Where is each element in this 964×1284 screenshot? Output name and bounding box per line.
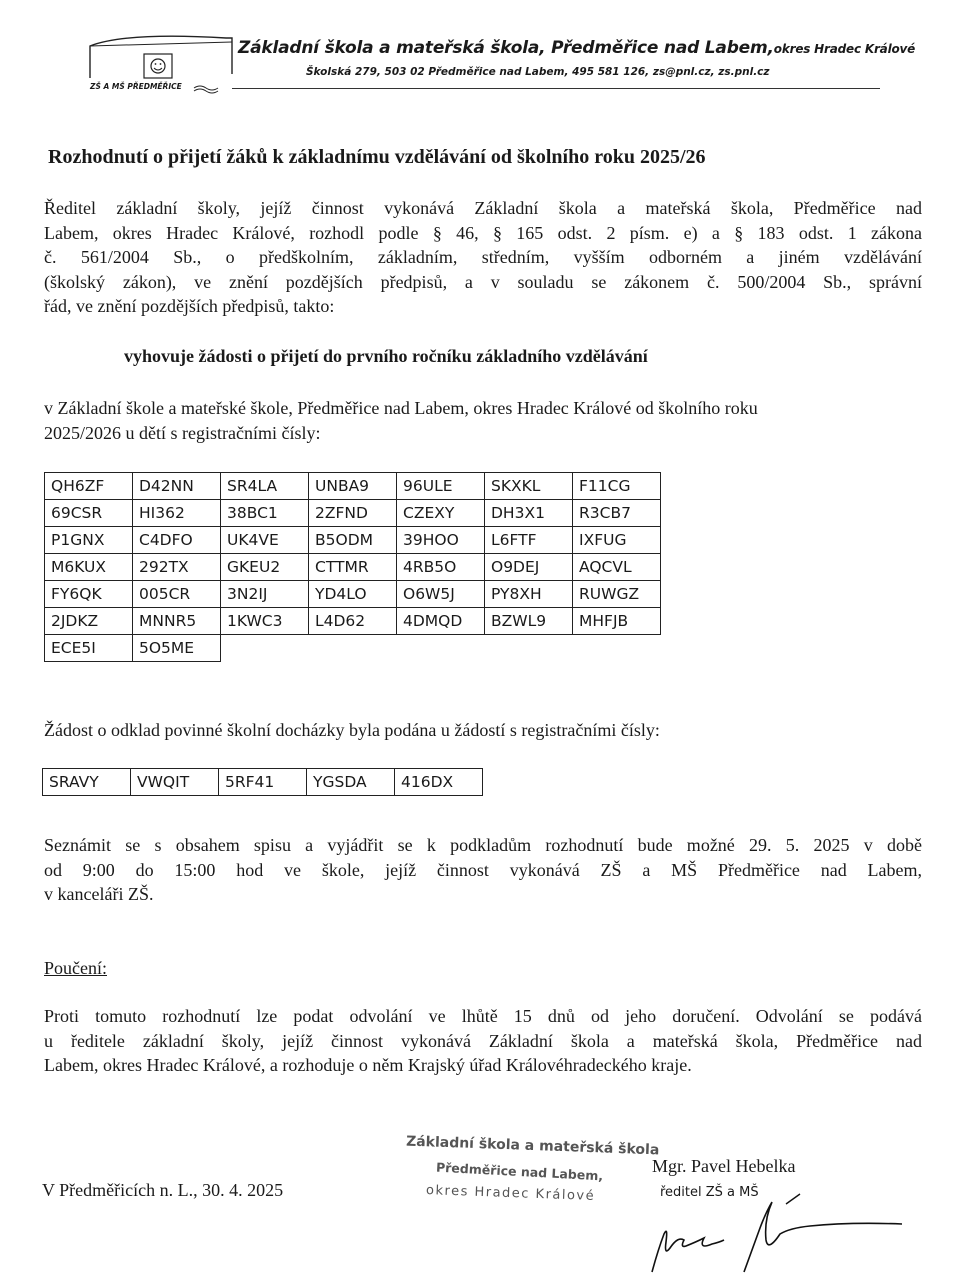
- instruction-paragraph: [44, 1004, 922, 1078]
- registration-code-cell: 005CR: [133, 581, 221, 608]
- stamp-line: okres Hradec Králové: [425, 1183, 596, 1204]
- text-line: řád, ve znění pozdějších předpisů, takto:: [44, 296, 335, 316]
- stamp-line: Předměřice nad Labem,: [435, 1159, 604, 1184]
- registration-code-cell: GKEU2: [221, 554, 309, 581]
- table-row: [43, 769, 483, 796]
- school-address: Školská 279, 503 02 Předměřice nad Labem, 495 581 126, zs@pnl.cz, zs.pnl.cz: [306, 66, 770, 78]
- registration-code-cell: YGSDA: [307, 769, 395, 796]
- registration-code-cell: 39HOO: [397, 527, 485, 554]
- registration-code-cell: 69CSR: [45, 500, 133, 527]
- registration-code-cell: 292TX: [133, 554, 221, 581]
- registration-code-cell: D42NN: [133, 473, 221, 500]
- place-and-date: V Předměřicích n. L., 30. 4. 2025: [42, 1180, 284, 1200]
- registration-code-cell: CTTMR: [309, 554, 397, 581]
- registration-code-cell: F11CG: [573, 473, 661, 500]
- registration-code-cell: MHFJB: [573, 608, 661, 635]
- registration-code-cell: SRAVY: [43, 769, 131, 796]
- table-row: [45, 500, 661, 527]
- decision-statement: vyhovuje žádosti o přijetí do prvního ročníku základního vzdělávání: [124, 346, 648, 366]
- registration-code-cell: UNBA9: [309, 473, 397, 500]
- text-line: č. 561/2004 Sb., o předškolním, základním, středním, vyšším odborném a jiném vzdělávání: [44, 247, 922, 267]
- registration-code-cell: DH3X1: [485, 500, 573, 527]
- registration-code-cell: IXFUG: [573, 527, 661, 554]
- text-line: u ředitele základní školy, jejíž činnost vykonává Základní škola a mateřská škola, Předměřice nad: [44, 1030, 922, 1051]
- text-line: v Základní škole a mateřské škole, Předměřice nad Labem, okres Hradec Králové od školního roku: [44, 398, 758, 418]
- handwritten-signature: [640, 1190, 910, 1280]
- registration-code-cell: C4DFO: [133, 527, 221, 554]
- signer-name: Mgr. Pavel Hebelka: [652, 1156, 796, 1176]
- table-row: [45, 527, 661, 554]
- registration-code-cell: 2JDKZ: [45, 608, 133, 635]
- registration-code-cell: FY6QK: [45, 581, 133, 608]
- table-row: [45, 608, 661, 635]
- registration-code-cell: 3N2IJ: [221, 581, 309, 608]
- intro-paragraph: [44, 196, 922, 319]
- signer-role: ředitel ZŠ a MŠ: [660, 1185, 759, 1200]
- registration-code-cell: YD4LO: [309, 581, 397, 608]
- registration-code-cell: 5O5ME: [133, 635, 221, 662]
- registration-code-cell: O9DEJ: [485, 554, 573, 581]
- text-line: Labem, okres Hradec Králové, rozhodl podle § 46, § 165 odst. 2 písm. e) a § 183 odst. 1 zákona: [44, 222, 922, 243]
- postponement-text: Žádost o odklad povinné školní docházky byla podána u žádostí s registračními čísly:: [44, 720, 660, 740]
- registration-code-cell: 38BC1: [221, 500, 309, 527]
- registration-code-cell: M6KUX: [45, 554, 133, 581]
- school-district: okres Hradec Králové: [773, 42, 916, 56]
- table-row: [45, 581, 661, 608]
- document-title: Rozhodnutí o přijetí žáků k základnímu vzdělávání od školního roku 2025/26: [48, 146, 706, 168]
- registration-code-cell: MNNR5: [133, 608, 221, 635]
- registration-code-cell: UK4VE: [221, 527, 309, 554]
- registration-code-cell: 4DMQD: [397, 608, 485, 635]
- registration-code-cell: CZEXY: [397, 500, 485, 527]
- instruction-heading: Poučení:: [44, 958, 107, 978]
- registration-code-cell: B5ODM: [309, 527, 397, 554]
- registration-code-cell: 96ULE: [397, 473, 485, 500]
- registration-code-cell: HI362: [133, 500, 221, 527]
- registration-code-cell: 1KWC3: [221, 608, 309, 635]
- inspection-paragraph: [44, 833, 922, 907]
- registration-code-cell: AQCVL: [573, 554, 661, 581]
- postponement-codes-table: [42, 768, 483, 796]
- registration-code-cell: 2ZFND: [309, 500, 397, 527]
- header-divider: [232, 88, 880, 89]
- text-line: od 9:00 do 15:00 hod ve škole, jejíž činnost vykonává ZŠ a MŠ Předměřice nad Labem,: [44, 859, 922, 880]
- registration-code-cell: 416DX: [395, 769, 483, 796]
- table-row: [45, 635, 661, 662]
- registration-code-cell: L4D62: [309, 608, 397, 635]
- registration-code-cell: BZWL9: [485, 608, 573, 635]
- text-line: Ředitel základní školy, jejíž činnost vykonává Základní škola a mateřská škola, Předměřice nad: [44, 198, 922, 218]
- table-row: [45, 554, 661, 581]
- stamp-line: Základní škola a mateřská škola: [405, 1133, 660, 1159]
- registration-code-cell: ECE5I: [45, 635, 133, 662]
- registration-code-cell: P1GNX: [45, 527, 133, 554]
- table-row: [45, 473, 661, 500]
- accepted-codes-table: [44, 472, 661, 662]
- registration-code-cell: 5RF41: [219, 769, 307, 796]
- text-line: 2025/2026 u dětí s registračními čísly:: [44, 422, 321, 443]
- text-line: (školský zákon), ve znění pozdějších předpisů, a v souladu se zákonem č. 500/2004 Sb., správní: [44, 271, 922, 292]
- registration-code-cell: 4RB5O: [397, 554, 485, 581]
- school-stamp: [405, 1133, 660, 1218]
- registration-code-cell: O6W5J: [397, 581, 485, 608]
- registration-code-cell: RUWGZ: [573, 581, 661, 608]
- registration-code-cell: PY8XH: [485, 581, 573, 608]
- text-line: Seznámit se s obsahem spisu a vyjádřit se k podkladům rozhodnutí bude možné 29. 5. 2025 v době: [44, 835, 922, 855]
- registration-code-cell: QH6ZF: [45, 473, 133, 500]
- registration-code-cell: VWQIT: [131, 769, 219, 796]
- school-paragraph: [44, 396, 922, 445]
- registration-code-cell: SR4LA: [221, 473, 309, 500]
- registration-code-cell: SKXKL: [485, 473, 573, 500]
- school-name: Základní škola a mateřská škola, Předměřice nad Labem,okres Hradec Králové: [238, 38, 916, 58]
- registration-code-cell: L6FTF: [485, 527, 573, 554]
- logo-caption: ZŠ A MŠ PŘEDMĚŘICE: [90, 82, 182, 91]
- registration-code-cell: R3CB7: [573, 500, 661, 527]
- text-line: v kanceláři ZŠ.: [44, 884, 154, 904]
- text-line: Labem, okres Hradec Králové, a rozhoduje o něm Krajský úřad Královéhradeckého kraje.: [44, 1055, 692, 1075]
- text-line: Proti tomuto rozhodnutí lze podat odvolání ve lhůtě 15 dnů od jeho doručení. Odvolání se podává: [44, 1006, 922, 1026]
